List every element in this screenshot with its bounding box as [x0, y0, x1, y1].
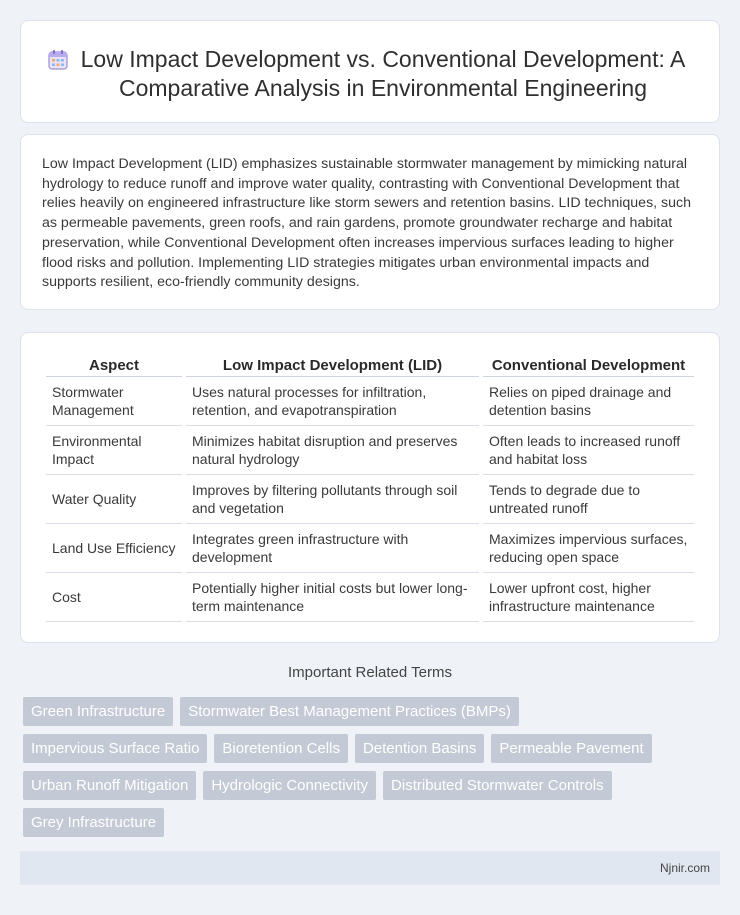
- cell-lid: Potentially higher initial costs but lower long-term maintenance: [186, 573, 479, 622]
- cell-lid: Improves by filtering pollutants through soil and vegetation: [186, 475, 479, 524]
- header-lid: Low Impact Development (LID): [186, 353, 479, 377]
- title-card: [20, 20, 720, 123]
- footer: [20, 851, 720, 885]
- table-header-row: [46, 353, 694, 377]
- summary-text: Low Impact Development (LID) emphasizes sustainable stormwater management by mimicking natural hydrology to reduce runoff and improve water quality, contrasting with Conventional Development that relies heavily on engineered infrastructure like storm sewers and retention basins. LID techniques, such as permeable pavements, green roofs, and rain gardens, promote groundwater recharge and habitat preservation, while Conventional Development often increases impervious surfaces leading to higher flood risks and pollution. Implementing LID strategies mitigates urban environmental impacts and supports resilient, eco-friendly community designs.: [42, 156, 692, 291]
- cell-aspect: Environmental Impact: [46, 426, 182, 475]
- table-row: [46, 475, 694, 524]
- cell-aspect: Cost: [46, 573, 182, 622]
- related-terms-list: [23, 697, 703, 837]
- table-row: [46, 573, 694, 622]
- related-term-tag[interactable]: Grey Infrastructure: [23, 808, 164, 837]
- cell-conventional: Maximizes impervious surfaces, reducing open space: [483, 524, 694, 573]
- related-term-tag[interactable]: Hydrologic Connectivity: [203, 771, 376, 800]
- related-terms-title: Important Related Terms: [288, 664, 452, 681]
- related-term-tag[interactable]: Detention Basins: [355, 734, 484, 763]
- cell-lid: Minimizes habitat disruption and preserves natural hydrology: [186, 426, 479, 475]
- table-row: [46, 377, 694, 426]
- cell-aspect: Water Quality: [46, 475, 182, 524]
- cell-conventional: Lower upfront cost, higher infrastructure maintenance: [483, 573, 694, 622]
- table-row: [46, 426, 694, 475]
- summary-card: [20, 134, 720, 310]
- comparison-table-card: [20, 332, 720, 643]
- related-term-tag[interactable]: Green Infrastructure: [23, 697, 173, 726]
- cell-conventional: Relies on piped drainage and detention basins: [483, 377, 694, 426]
- header-aspect: Aspect: [46, 353, 182, 377]
- cell-aspect: Land Use Efficiency: [46, 524, 182, 573]
- cell-aspect: Stormwater Management: [46, 377, 182, 426]
- table-row: [46, 524, 694, 573]
- cell-conventional: Often leads to increased runoff and habitat loss: [483, 426, 694, 475]
- related-term-tag[interactable]: Impervious Surface Ratio: [23, 734, 207, 763]
- comparison-table: [42, 353, 698, 622]
- related-term-tag[interactable]: Bioretention Cells: [214, 734, 348, 763]
- page-title: Low Impact Development vs. Conventional Development: A Comparative Analysis in Environmental Engineering: [80, 46, 686, 101]
- related-term-tag[interactable]: Urban Runoff Mitigation: [23, 771, 196, 800]
- header-conventional: Conventional Development: [483, 353, 694, 377]
- cell-lid: Integrates green infrastructure with development: [186, 524, 479, 573]
- related-term-tag[interactable]: Permeable Pavement: [491, 734, 651, 763]
- related-term-tag[interactable]: Stormwater Best Management Practices (BMPs): [180, 697, 519, 726]
- cell-lid: Uses natural processes for infiltration, retention, and evapotranspiration: [186, 377, 479, 426]
- related-term-tag[interactable]: Distributed Stormwater Controls: [383, 771, 612, 800]
- cell-conventional: Tends to degrade due to untreated runoff: [483, 475, 694, 524]
- footer-site-link[interactable]: Njnir.com: [659, 861, 710, 875]
